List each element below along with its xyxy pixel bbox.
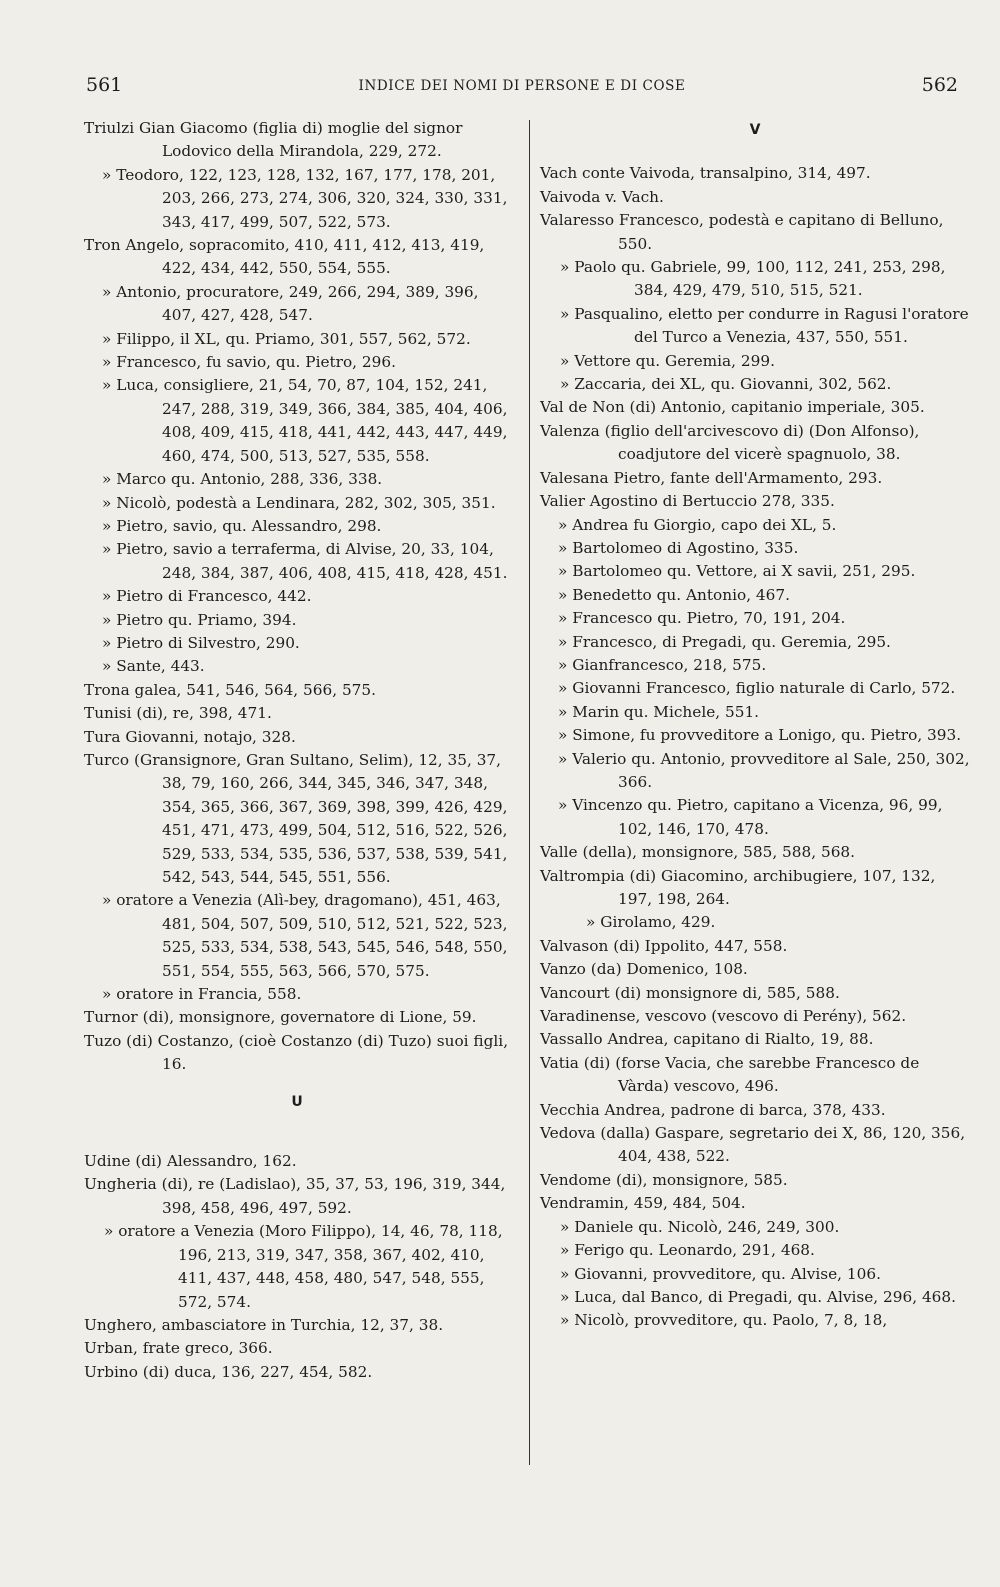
index-entry: Udine (di) Alessandro, 162. [84, 1152, 297, 1171]
index-entry: Valaresso Francesco, podestà e capitano di Belluno, 550. [540, 211, 944, 253]
index-subentry: » Vettore qu. Geremia, 299. [560, 351, 775, 370]
index-subentry: » Nicolò, provveditore, qu. Paolo, 7, 8, 18, [560, 1311, 888, 1330]
index-entry: Urban, frate greco, 366. [84, 1339, 273, 1358]
index-subentry: » Bartolomeo qu. Vettore, ai X savii, 251, 295. [558, 562, 916, 581]
page-header [86, 74, 958, 100]
index-subentry: » Luca, dal Banco, di Pregadi, qu. Alvise, 296, 468. [560, 1287, 957, 1306]
index-subentry: » Daniele qu. Nicolò, 246, 249, 300. [560, 1217, 840, 1236]
index-entry: Vaivoda v. Vach. [540, 187, 664, 206]
index-subentry: » Sante, 443. [102, 657, 205, 676]
index-subentry: » Francesco, di Pregadi, qu. Geremia, 295. [558, 632, 891, 651]
index-entry: Vedova (dalla) Gaspare, segretario dei X, 86, 120, 356, 404, 438, 522. [540, 1124, 966, 1166]
index-subentry: » Benedetto qu. Antonio, 467. [558, 585, 790, 604]
right-column [540, 117, 970, 1333]
index-subentry: » Luca, consigliere, 21, 54, 70, 87, 104, 152, 241, 247, 288, 319, 349, 366, 384, 385, 404, 406, 408, 409, 415, 418, 441, 442, 443, 447, 449, 460, 474, 500, 513, 527, 535, 558. [102, 376, 508, 465]
index-subentry: » Giovanni Francesco, figlio naturale di Carlo, 572. [558, 679, 956, 698]
left-column [84, 117, 510, 1384]
index-subentry: » Pietro, savio a terraferma, di Alvise, 20, 33, 104, 248, 384, 387, 406, 408, 415, 418, 428, 451. [102, 540, 508, 582]
index-entry: Varadinense, vescovo (vescovo di Perény), 562. [540, 1007, 907, 1026]
section-letter: U [291, 1093, 303, 1110]
index-subentry: » Ferigo qu. Leonardo, 291, 468. [560, 1241, 815, 1260]
index-subentry: » Zaccaria, dei XL, qu. Giovanni, 302, 562. [560, 375, 892, 394]
index-entry: Urbino (di) duca, 136, 227, 454, 582. [84, 1362, 373, 1381]
index-entry: Triulzi Gian Giacomo (figlia di) moglie del signor Lodovico della Mirandola, 229, 272. [84, 119, 463, 161]
index-entry: Valtrompia (di) Giacomino, archibugiere, 107, 132, 197, 198, 264. [540, 866, 936, 908]
section-letter: V [749, 122, 761, 138]
index-entry: Unghero, ambasciatore in Turchia, 12, 37, 38. [84, 1315, 444, 1334]
index-subentry: » Francesco qu. Pietro, 70, 191, 204. [558, 609, 846, 628]
page-number-right: 562 [921, 74, 958, 96]
index-subentry: » oratore a Venezia (Alì-bey, dragomano), 451, 463, 481, 504, 507, 509, 510, 512, 521, 522, 523, 525, 533, 534, 538, 543, 545, 546, 548, 550, 551, 554, 555, 563, 566, 570, 575. [102, 891, 508, 980]
running-title: INDICE DEI NOMI DI PERSONE E DI COSE [358, 78, 686, 94]
index-entry: Tron Angelo, sopracomito, 410, 411, 412, 413, 419, 422, 434, 442, 550, 554, 555. [84, 236, 485, 278]
index-entry: Vanzo (da) Domenico, 108. [540, 960, 748, 979]
index-entry: Vendome (di), monsignore, 585. [540, 1170, 788, 1189]
index-entry: Valle (della), monsignore, 585, 588, 568. [540, 843, 856, 862]
index-subentry: » Pietro di Silvestro, 290. [102, 633, 300, 652]
index-subentry: » Marco qu. Antonio, 288, 336, 338. [102, 470, 383, 489]
index-entry: Tuzo (di) Costanzo, (cioè Costanzo (di) Tuzo) suoi figli, 16. [84, 1031, 509, 1074]
page-number-left: 561 [86, 74, 123, 96]
index-entry: Vatia (di) (forse Vacia, che sarebbe Francesco de Vàrda) vescovo, 496. [540, 1053, 920, 1096]
index-subentry: » Pasqualino, eletto per condurre in Ragusi l'oratore del Turco a Venezia, 437, 550, 551. [560, 304, 969, 347]
column-divider [529, 120, 530, 1465]
index-entry: Vancourt (di) monsignore di, 585, 588. [540, 983, 840, 1002]
index-subentry: » Filippo, il XL, qu. Priamo, 301, 557, 562, 572. [102, 329, 471, 348]
index-subentry: » Simone, fu provveditore a Lonigo, qu. Pietro, 393. [558, 726, 962, 745]
index-subentry: » Francesco, fu savio, qu. Pietro, 296. [102, 353, 396, 372]
index-entry: Tunisi (di), re, 398, 471. [84, 704, 272, 723]
index-entry: Vach conte Vaivoda, transalpino, 314, 497. [540, 164, 871, 183]
index-entry: Val de Non (di) Antonio, capitanio imperiale, 305. [540, 398, 925, 417]
index-subentry: » oratore in Francia, 558. [102, 985, 302, 1004]
index-entry: Valenza (figlio dell'arcivescovo di) (Don Alfonso), coadjutore del vicerè spagnuolo, 38. [540, 421, 920, 464]
index-entry: Vendramin, 459, 484, 504. [540, 1194, 746, 1213]
index-subentry: » Andrea fu Giorgio, capo dei XL, 5. [558, 515, 837, 534]
index-subentry: » Pietro di Francesco, 442. [102, 587, 312, 606]
index-subentry: » Vincenzo qu. Pietro, capitano a Vicenza, 96, 99, 102, 146, 170, 478. [558, 796, 943, 838]
index-subentry: » Giovanni, provveditore, qu. Alvise, 106. [560, 1264, 881, 1283]
index-subentry: » Paolo qu. Gabriele, 99, 100, 112, 241, 253, 298, 384, 429, 479, 510, 515, 521. [560, 258, 946, 300]
index-subentry: » Marin qu. Michele, 551. [558, 702, 760, 721]
index-subentry: » oratore a Venezia (Moro Filippo), 14, 46, 78, 118, 196, 213, 319, 347, 358, 367, 402, 410, 411, 437, 448, 458, 480, 547, 548, 555, 572, 574. [104, 1222, 503, 1311]
index-entry: Vassallo Andrea, capitano di Rialto, 19, 88. [540, 1030, 874, 1049]
index-entry: Turco (Gransignore, Gran Sultano, Selim), 12, 35, 37, 38, 79, 160, 266, 344, 345, 346, 347, 348, 354, 365, 366, 367, 369, 398, 399, 426, 429, 451, 471, 473, 499, 504, 512, 516, 522, 526, 529, 533, 534, 535, 536, 537, 538, 539, 541, 542, 543, 544, 545, 551, 556. [84, 750, 508, 886]
index-subentry: » Teodoro, 122, 123, 128, 132, 167, 177, 178, 201, 203, 266, 273, 274, 306, 320, 324, 330, 331, 343, 417, 499, 507, 522, 573. [102, 165, 508, 231]
index-entry: Trona galea, 541, 546, 564, 566, 575. [84, 680, 377, 699]
index-entry: Ungheria (di), re (Ladislao), 35, 37, 53, 196, 319, 344, 398, 458, 496, 497, 592. [84, 1175, 506, 1217]
index-entry: Valier Agostino di Bertuccio 278, 335. [540, 492, 835, 511]
index-subentry: » Gianfrancesco, 218, 575. [558, 655, 767, 674]
index-entry: Turnor (di), monsignore, governatore di Lione, 59. [84, 1008, 477, 1027]
index-subentry: » Nicolò, podestà a Lendinara, 282, 302, 305, 351. [102, 493, 496, 512]
index-subentry: » Pietro qu. Priamo, 394. [102, 610, 297, 629]
index-entry: Valesana Pietro, fante dell'Armamento, 293. [540, 468, 883, 487]
index-subentry: » Pietro, savio, qu. Alessandro, 298. [102, 516, 382, 535]
index-subentry: » Antonio, procuratore, 249, 266, 294, 389, 396, 407, 427, 428, 547. [102, 282, 479, 325]
index-entry: Tura Giovanni, notajo, 328. [84, 727, 296, 746]
index-entry: Vecchia Andrea, padrone di barca, 378, 433. [540, 1100, 886, 1119]
index-entry: Valvason (di) Ippolito, 447, 558. [540, 936, 788, 955]
index-subentry: » Girolamo, 429. [586, 913, 716, 932]
index-subentry: » Valerio qu. Antonio, provveditore al Sale, 250, 302, 366. [558, 749, 970, 791]
index-subentry: » Bartolomeo di Agostino, 335. [558, 538, 799, 557]
